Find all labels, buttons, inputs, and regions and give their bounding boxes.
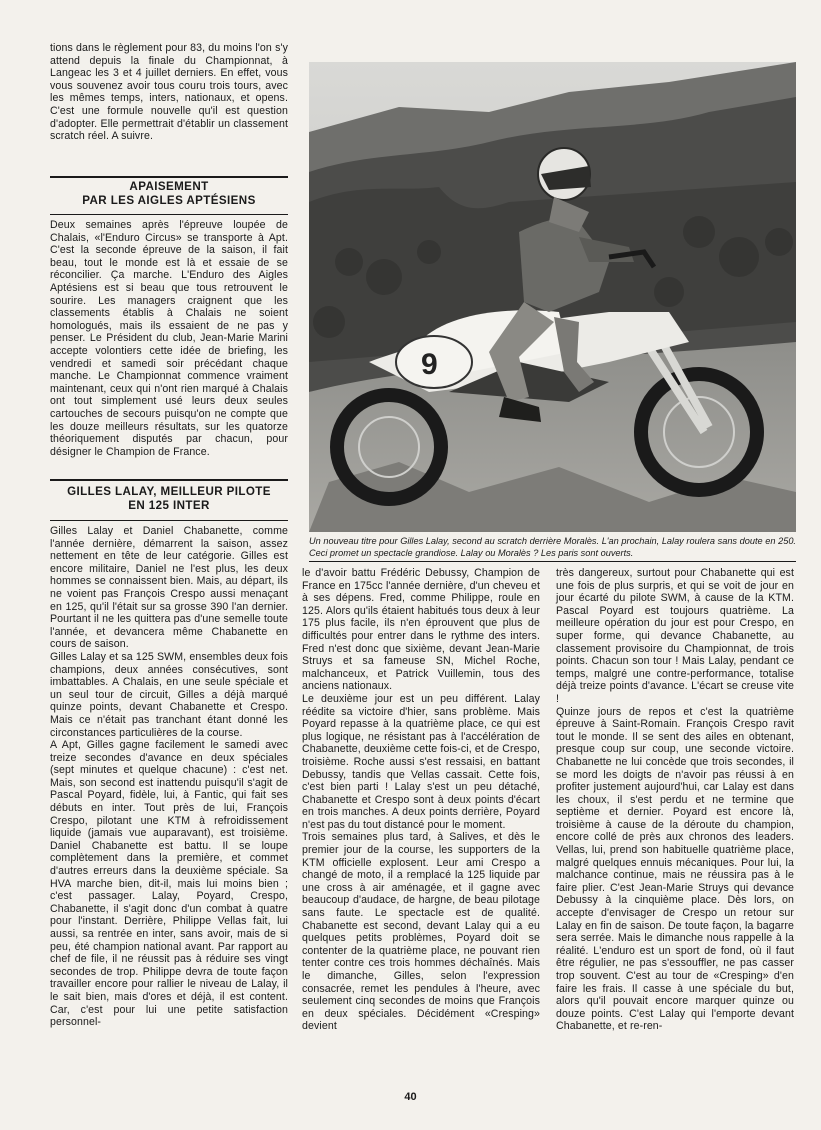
paragraph: le d'avoir battu Frédéric Debussy, Champion de France en 175cc l'année dernière, d'un cheveu et à ses dépens. Fred, comme Philippe, roule en 125. Alors qu'ils étaient habitués tous deux à leur 175 plus facile, ils n'en éprouvent que plus de difficultés pour entrer dans le rythme des inters. Fred n'est donc que sixième, devant Jean-Marie Struys et sa fameuse SN, Michel Roche, malchanceux, et Patrick Vuillemin, tous des anciens nationaux. (302, 567, 540, 693)
motocross-photo (309, 62, 796, 532)
section-rule (50, 214, 288, 215)
intro-text: tions dans le règlement pour 83, du moins l'on s'y attend depuis la finale du Championnat, à Langeac les 3 et 4 juillet derniers. En effet, vous vous souvenez avoir tous couru trois tours, avec les mêmes temps, inters, nationaux, et opens. C'est une formule nouvelle qu'il est question d'adopter. Elle permettrait d'établir un classement scratch réel. A suivre. (50, 42, 288, 143)
section1-paragraph: Deux semaines après l'épreuve loupée de Chalais, «l'Enduro Circus» se transporte à Apt. C'est la seconde épreuve de la saison, il fait beau, tout le monde est là et essaie de se réconcilier. Ça marche. L'Enduro des Aigles Aptésiens est si beau que tous retrouvent le sourire. Les managers craignent que les classements établis à Chalais ne soient homologués, mais ils essaient de ne pas y penser. Le Président du club, Jean-Marie Marini accepte volontiers cette idée de briefing, les vendredi et samedi soir précédant chaque manche. Le Championnat commence vraiment maintenant, ceux qui n'ont rien marqué à Chalais ont tout simplement usé leurs deux seules cartouches de secours puisqu'on ne compte que les douze meilleurs résultats, sur les quatorze théoriquement disputés par chacun, pour désigner le Champion de France. (50, 219, 288, 458)
section-rule (50, 176, 288, 178)
section-rule (50, 520, 288, 521)
photo-caption: Un nouveau titre pour Gilles Lalay, second au scratch derrière Moralès. L'an prochain, Lalay roulera sans doute en 250. Ceci promet un spectacle grandiose. Lalay ou Moralès ? Les paris sont ouverts. (309, 536, 796, 558)
page-number: 40 (404, 1091, 417, 1103)
caption-rule (309, 561, 796, 562)
section2-column-2 (302, 567, 540, 1033)
paragraph: Gilles Lalay et sa 125 SWM, ensembles deux fois champions, deux années consécutives, sont imbattables. A Chalais, en une seule spéciale et un seul tour de circuit, Gilles a déjà marqué quinze points, devant Chabanette et Crespo. Mais ce n'était pas tranchant étant donné les circonstances particulières de la course. (50, 650, 288, 739)
paragraph: A Apt, Gilles gagne facilement le samedi avec treize secondes d'avance en deux spéciales (sept minutes et quelque chacune) : c'est net. Mais, son second est inattendu puisqu'il s'agit de Pascal Poyard, fidèle, lui, à Fantic, qui fait ses débuts en inter. Tout près de lui, François Crespo, pilotant une KTM à refroidissement liquide (jamais vue auparavant), est troisième. Daniel Chabanette est battu. Il se loupe complètement dans la première, et commet d'autres erreurs dans la deuxième spéciale. Sa HVA marche bien, dit-il, mais lui moins bien ; c'est passager. Lalay, Poyard, Crespo, Chabanette, il s'agit donc d'un combat à quatre pour l'instant. Derrière, Philippe Vellas fait, lui aussi, sa rentrée en inter, sans avoir, mais de si peu, été champion national avant. Par rapport au chef de file, il ne réussit pas à réduire ses vingt secondes de trop. Philippe devra de toute façon travailler encore pour rallier le niveau de Lalay, il le sait bien, mais d'ores et déjà, il est content. Car, c'est pour lui une petite satisfaction personnel- (50, 739, 288, 1029)
heading-line: EN 125 INTER (128, 499, 210, 512)
rider-on-bike-image (309, 62, 796, 532)
paragraph: très dangereux, surtout pour Chabanette qui est une fois de plus surpris, et qui se voit de jour en jour écarté du pilote SWM, à cause de la KTM. Pascal Poyard est toujours quatrième. La meilleure opération du jour est pour Crespo, en super forme, qui devance Chabanette, au classement provisoire du Championnat, de trois points. Chacun son tour ! Mais Lalay, pendant ce temps, malgré une contre-performance, totalise déjà treize points d'avance. L'écart se creuse vite ! (556, 567, 794, 705)
section2-column-3 (556, 567, 794, 1033)
paragraph: Quinze jours de repos et c'est la quatrième épreuve à Saint-Romain. François Crespo ravit tout le monde. Il se sent des ailes en obtenant, presque coup sur coup, une seconde victoire. Chabanette ne lui concède que trois secondes, il se mord les doigts de n'avoir pas réussi à en profiter justement aujourd'hui, car Lalay est dans les choux, il s'est perdu et ne termine que septième et dernier. Poyard est encore là, troisième à cause de la déroute du champion, encore collé de près aux chronos des leaders. Vellas, lui, prend son habituelle quatrième place, malgré quelques ennuis mécaniques. Pour lui, la malchance continue, mais ne réussira pas à le faire plier. C'est Jean-Marie Struys qui devance Debussy à la cinquième place. Dès lors, on accepte d'envisager de Crespo un retour sur Lalay en fin de saison. De toute façon, la bagarre sera serrée. Mais le dimanche nous rappelle à la réalité. L'enduro est un sport de fond, où il faut être régulier, ne pas s'essouffler, ne pas casser trop souvent. C'est au tour de «Cresping» d'en faire les frais. Il casse à une spéciale du but, alors qu'il pouvait encore marquer quinze ou douze points. C'est Lalay qui l'emporte devant Chabanette, et re-ren- (556, 705, 794, 1033)
heading-line: PAR LES AIGLES APTÉSIENS (82, 194, 256, 207)
paragraph: Gilles Lalay et Daniel Chabanette, comme l'année dernière, démarrent la saison, assez nettement en tête de leur catégorie. Gilles est encore militaire, Daniel ne l'est plus, les deux hommes se connaissent bien. Mais, au départ, ils ne voient pas François Crespo aussi menaçant en 125, qu'il l'était sur sa grosse 390 l'an dernier. Pourtant il ne les quittera pas d'une semelle toute l'année, et devancera même Chabanette en cours de saison. (50, 525, 288, 651)
paragraph: Le deuxième jour est un peu différent. Lalay réédite sa victoire d'hier, sans problème. Mais Poyard repasse à la quatrième place, ce qui est plus logique, ne résistant pas à l'accélération de Chabanette, deuxième cette fois-ci, et de Crespo, troisième. Roche aussi s'est ressaisi, en battant Debussy, tandis que Vellas cassait. Cette fois, c'est bien parti ! Lalay s'est un peu détaché, Chabanette et Crespo sont à deux points d'écart en trois manches. A deux points derrière, Poyard n'est pas du tout distancé pour le moment. (302, 692, 540, 831)
paragraph: Trois semaines plus tard, à Salives, et dès le premier jour de la course, les supporters de la KTM officielle explosent. Leur ami Crespo a changé de moto, il a remplacé la 125 liquide par une cross à air aménagée, et il gagne avec beaucoup d'audace, de hargne, de beau pilotage sans faute. Le spectacle est de qualité. Chabanette est second, devant Lalay qui a eu quelques petits problèmes, Poyard doit se contenter de la quatrième place, ne pouvant rien tenter contre ces trois hommes déchaînés. Mais le dimanche, Gilles, selon l'expression consacrée, remet les pendules à l'heure, avec seulement cinq secondes de moins que François en deux spéciales. Décidément «Cresping» devient (302, 831, 540, 1033)
section-heading-lalay (50, 485, 288, 513)
section2-column-1 (50, 525, 288, 1029)
section1-body (50, 219, 288, 458)
section-rule (50, 479, 288, 481)
heading-line: GILLES LALAY, MEILLEUR PILOTE (67, 485, 271, 498)
section-heading-apaisement (50, 180, 288, 208)
intro-paragraph (50, 42, 288, 143)
bike-number-plate: 9 (421, 348, 438, 381)
heading-line: APAISEMENT (129, 180, 209, 193)
